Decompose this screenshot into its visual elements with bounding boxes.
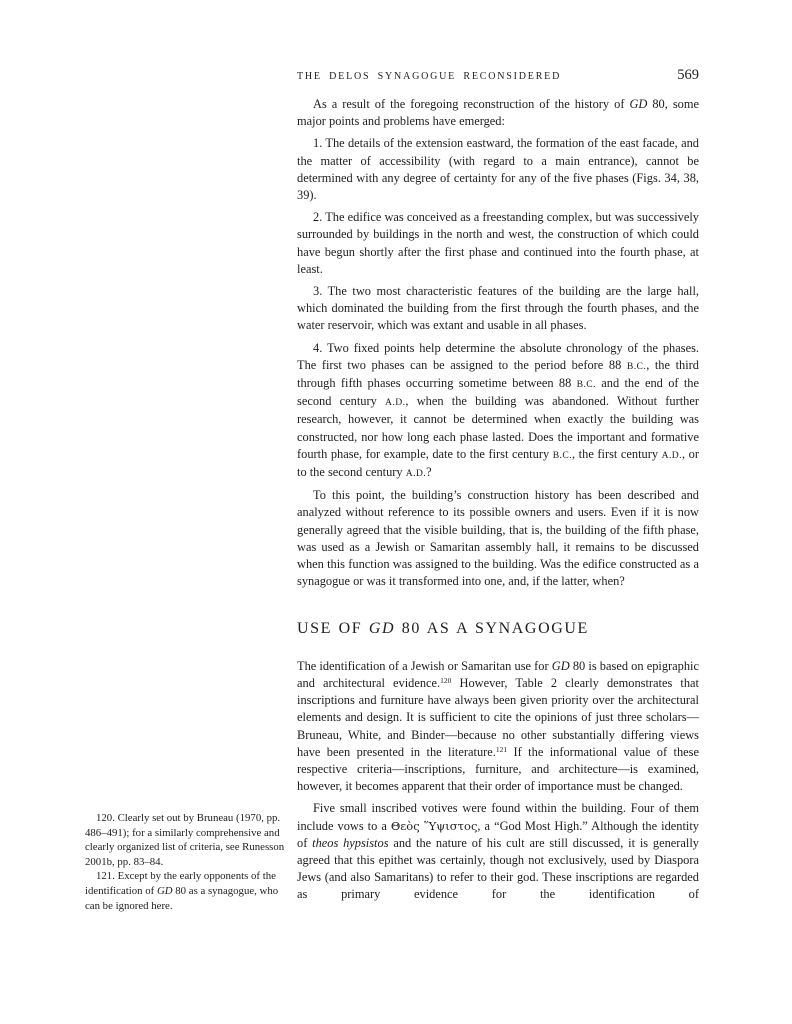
footnotes-column [85,811,291,913]
text-run: 121 [495,744,508,754]
section-heading [297,620,699,637]
footnote-120 [85,811,291,869]
paragraph-to-this-point [297,487,699,590]
text-run: A.D. [385,397,406,409]
text-run: 80 is based on epigraphic and architectural evidence. [297,658,699,690]
text-run: Five small inscribed votives were found within the building. Four of them include vows to a [297,801,699,833]
text-run: GD [368,620,396,638]
text-run: ? [426,465,432,480]
text-run: A.D. [405,468,427,480]
text-run: and the end of the second century [297,376,699,409]
text-run: GD [629,97,648,111]
text-run: and the nature of his cult are still discussed, it is generally agreed that this epithet was certainly, though not exclusively, used by Diaspora Jews (and also Samaritans) to refer to their god. These inscriptions are regarded as primary evidence for the identification of [297,835,699,902]
text-run: , a “God Most High.” Although the identity of [297,818,699,850]
text-run: 3. The two most characteristic features of the building are the large hall, which dominated the building from the first through the fourth phases, and the water reservoir, which was extant and usable in all phases. [297,284,699,333]
text-run: 121. Except by the early opponents of the identification of [85,870,276,897]
text-run: The identification of a Jewish or Samaritan use for [297,658,552,673]
paragraph-point-2 [297,209,699,278]
text-run: 120. Clearly set out by Bruneau (1970, pp. 486–491); for a similarly comprehensive and clearly organized list of criteria, see Runesson 2001b, pp. 83–84. [85,812,285,868]
text-run: 80 as a synagogue, who can be ignored here. [85,884,279,912]
paragraph-point-1 [297,135,699,204]
paragraph-intro [297,96,699,130]
text-run: To this point, the building’s construction history has been described and analyzed without reference to its possible owners and users. Even if it is now generally agreed that the visible building, that is, the building of the fifth phase, was used as a Jewish or Samaritan assembly hall, it remains to be discussed when this function was assigned to the building. Was the edifice constructed as a synagogue or was it transformed into one, and, if the latter, when? [297,488,699,589]
text-run: B.C. [626,360,647,372]
text-run: 1. The details of the extension eastward, the formation of the east facade, and the matter of accessibility (with regard to a main entrance), cannot be determined with any degree of certainty for any of the five phases (Figs. 34, 38, 39). [297,136,699,203]
footnote-121 [85,869,291,913]
text-run: If the informational value of these respective criteria—inscriptions, furniture, and architecture—is examined, however, it becomes apparent that their order of importance must be changed. [297,744,699,794]
running-head: THE DELOS SYNAGOGUE RECONSIDERED [297,71,562,82]
text-run: , when the building was abandoned. Without further research, however, it cannot be determined when exactly the building was constructed, nor how long each phase lasted. Does the important and formative fourth phase, for example, date to the first century [297,394,699,461]
text-run: USE OF [297,620,369,638]
text-run: However, Table 2 clearly demonstrates that inscriptions and furniture have always been given priority over the architectural elements and design. It is sufficient to cite the opinions of just three scholars—Bruneau, White, and Binder—because no other substantially differing views have been presented in the literature. [297,675,699,759]
page-number: 569 [677,67,699,83]
main-text-column [297,96,699,904]
paragraph-point-3 [297,283,699,335]
text-run: 80 AS A SYNAGOGUE [395,620,589,638]
text-run: GD [551,658,570,673]
text-run: Θεὸς Ὕψιστος [390,818,478,833]
text-run: GD [156,884,173,897]
text-run: 2. The edifice was conceived as a freestanding complex, but was successively surrounded by buildings in the north and west, the construction of which could have begun shortly after the first phase and continued into the fourth phase, at least. [297,210,699,276]
text-run: As a result of the foregoing reconstruction of the history of [313,97,630,111]
text-run: B.C. [576,379,596,391]
text-run: 80, some major points and problems have emerged: [297,97,699,129]
paragraph-point-4 [297,340,699,483]
text-run: 4. Two fixed points help determine the absolute chronology of the phases. The first two phases can be assigned to the period before 88 [297,340,699,372]
paragraph-votives [297,800,699,903]
running-head-row [297,67,699,84]
text-run: , or to the second century [297,446,699,480]
text-run: B.C. [552,449,573,461]
text-run: , the first century [572,446,662,461]
paragraph-identification [297,658,699,796]
text-run: 120 [440,675,452,685]
text-run: theos hypsistos [312,835,389,850]
text-run: A.D. [661,449,682,461]
text-run: , the third through fifth phases occurring sometime between 88 [297,357,699,391]
